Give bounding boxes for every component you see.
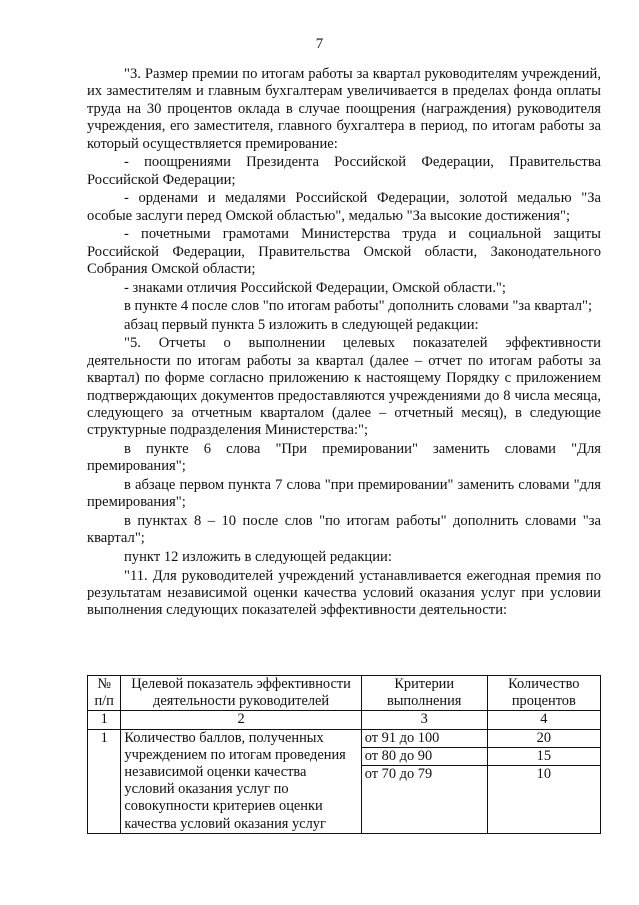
paragraph: в абзаце первом пункта 7 слова "при премировании" заменить словами "для премирования"; xyxy=(87,477,601,511)
column-number: 2 xyxy=(121,711,361,729)
paragraph: в пункте 4 после слов "по итогам работы" дополнить словами "за квартал"; xyxy=(124,298,593,315)
table-header-row xyxy=(88,676,601,711)
paragraph: в пунктах 8 – 10 после слов "по итогам работы" дополнить словами "за квартал"; xyxy=(87,513,601,547)
table-column-numbers-row xyxy=(88,711,601,729)
table-row xyxy=(88,729,601,833)
percent-value: 10 xyxy=(536,766,552,783)
paragraph: пункт 12 изложить в следующей редакции: xyxy=(124,549,392,566)
paragraph: абзац первый пункта 5 изложить в следующей редакции: xyxy=(124,316,479,333)
row-number: 1 xyxy=(88,729,121,833)
header-indicator: Целевой показатель эффективности деятельности руководителей xyxy=(121,676,361,711)
column-number: 3 xyxy=(361,711,487,729)
criteria-value: от 91 до 100 xyxy=(362,730,487,748)
paragraph: - знаками отличия Российской Федерации, Омской области."; xyxy=(124,279,506,296)
criteria-value: от 70 до 79 xyxy=(364,766,433,783)
paragraph: "3. Размер премии по итогам работы за квартал руководителям учреждений, их заместителям и главным бухгалтерам увеличивается в пределах фонда оплаты труда на 30 процентов оклада в случае поощрения (награждения) руководителя учреждения, его заместителя, главного бухгалтера в период, по итогам работы за который осуществляется премирование: xyxy=(87,66,601,152)
criteria-cell xyxy=(361,729,487,833)
column-number: 4 xyxy=(487,711,600,729)
paragraph: - почетными грамотами Министерства труда и социальной защиты Российской Федерации, Правительства Омской области, Законодательного Собрания Омской области; xyxy=(87,226,601,278)
header-criteria: Критерии выполнения xyxy=(361,676,487,711)
page-number: 7 xyxy=(315,36,324,52)
paragraph: "5. Отчеты о выполнении целевых показателей эффективности деятельности по итогам работы за квартал (далее – отчет по итогам работы за квартал) по форме согласно приложению к настоящему Порядку с приложением подтверждающих документов предоставляются учреждениями до 8 числа месяца, следующего за отчетным кварталом (далее – отчетный месяц), в следующие структурные подразделения Министерства:"; xyxy=(87,335,601,439)
criteria-table xyxy=(87,675,601,834)
header-percent: Количество процентов xyxy=(487,676,600,711)
indicator-cell: Количество баллов, полученных учреждением по итогам проведения независимой оценки качества условий оказания услуг по совокупности критериев оценки качества условий оказания услуг xyxy=(121,729,361,833)
document-body xyxy=(87,66,601,621)
criteria-value: от 80 до 90 xyxy=(362,748,487,766)
paragraph: - поощрениями Президента Российской Федерации, Правительства Российской Федерации; xyxy=(87,154,601,188)
paragraph: "11. Для руководителей учреждений устанавливается ежегодная премия по результатам независимой оценки качества условий оказания услуг при условии выполнения следующих показателей эффективности деятельности: xyxy=(87,567,601,619)
percent-value: 15 xyxy=(488,748,600,766)
percent-value: 20 xyxy=(488,730,600,748)
percent-cell xyxy=(487,729,600,833)
paragraph: в пункте 6 слова "При премировании" заменить словами "Для премирования"; xyxy=(87,441,601,475)
column-number: 1 xyxy=(88,711,121,729)
header-number: № п/п xyxy=(88,676,121,711)
paragraph: - орденами и медалями Российской Федерации, золотой медалью "За особые заслуги перед Омской областью", медалью "За высокие достижения"; xyxy=(87,190,601,224)
